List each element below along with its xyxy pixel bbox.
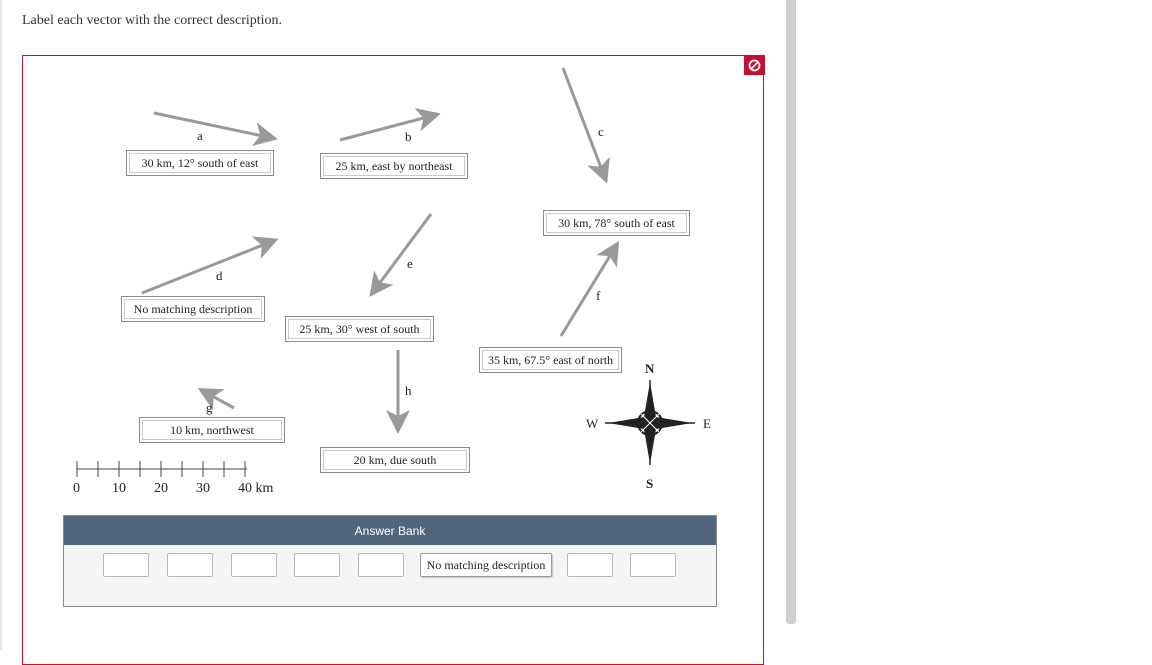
scale-label: 20: [154, 481, 168, 496]
answer-bank: [63, 515, 717, 607]
vector-b-letter: b: [405, 129, 412, 144]
vector-b-label[interactable]: 25 km, east by northeast: [323, 156, 465, 176]
scale-label: 0: [73, 481, 80, 496]
scale-label: 40 km: [238, 481, 274, 496]
vector-f-letter: f: [596, 288, 601, 303]
answer-bank-slot[interactable]: [630, 553, 676, 577]
vector-e-letter: e: [407, 256, 413, 271]
vector-g-label[interactable]: 10 km, northwest: [142, 420, 282, 440]
question-prompt: Label each vector with the correct description.: [22, 13, 283, 28]
compass-rose-icon: [605, 380, 695, 465]
vector-a-arrow: [154, 113, 272, 138]
vector-e-label[interactable]: 25 km, 30° west of south: [288, 319, 431, 339]
vector-f-label[interactable]: 35 km, 67.5° east of north: [482, 350, 619, 370]
vector-b-arrow: [340, 115, 435, 140]
vector-d-arrow: [142, 241, 273, 293]
scale-label: 10: [112, 481, 126, 496]
vector-f-drop-target[interactable]: [479, 347, 622, 373]
vector-h-drop-target[interactable]: [320, 447, 470, 473]
answer-bank-slot[interactable]: [294, 553, 340, 577]
answer-bank-slot[interactable]: [167, 553, 213, 577]
vector-f-arrow: [561, 246, 616, 336]
vector-d-letter: d: [216, 268, 223, 283]
answer-bank-item[interactable]: No matching description: [420, 553, 552, 577]
vector-h-letter: h: [405, 383, 412, 398]
vector-d-label[interactable]: No matching description: [124, 299, 262, 319]
compass-south: S: [646, 476, 654, 491]
answer-bank-slot[interactable]: [103, 553, 149, 577]
answer-bank-slot[interactable]: [567, 553, 613, 577]
scale-label: 30: [196, 481, 210, 496]
vector-a-drop-target[interactable]: [126, 150, 274, 176]
compass-north: N: [645, 361, 655, 376]
compass-west: W: [586, 416, 599, 431]
vector-a-label[interactable]: 30 km, 12° south of east: [129, 153, 271, 173]
vector-b-drop-target[interactable]: [320, 153, 468, 179]
vector-c-label[interactable]: 30 km, 78° south of east: [546, 213, 687, 233]
vector-c-arrow: [563, 68, 605, 178]
vector-e-arrow: [373, 214, 431, 292]
answer-bank-slot[interactable]: [358, 553, 404, 577]
answer-bank-title: Answer Bank: [64, 516, 716, 545]
vector-d-drop-target[interactable]: [121, 296, 265, 322]
answer-bank-slot[interactable]: [231, 553, 277, 577]
vector-g-drop-target[interactable]: [139, 417, 285, 443]
compass-east: E: [703, 416, 711, 431]
vector-c-drop-target[interactable]: [543, 210, 690, 236]
vector-g-letter: g: [206, 400, 213, 415]
vector-a-letter: a: [197, 128, 203, 143]
vector-h-label[interactable]: 20 km, due south: [323, 450, 467, 470]
vector-e-drop-target[interactable]: [285, 316, 434, 342]
scale-bar: [77, 461, 247, 477]
vector-c-letter: c: [598, 124, 604, 139]
